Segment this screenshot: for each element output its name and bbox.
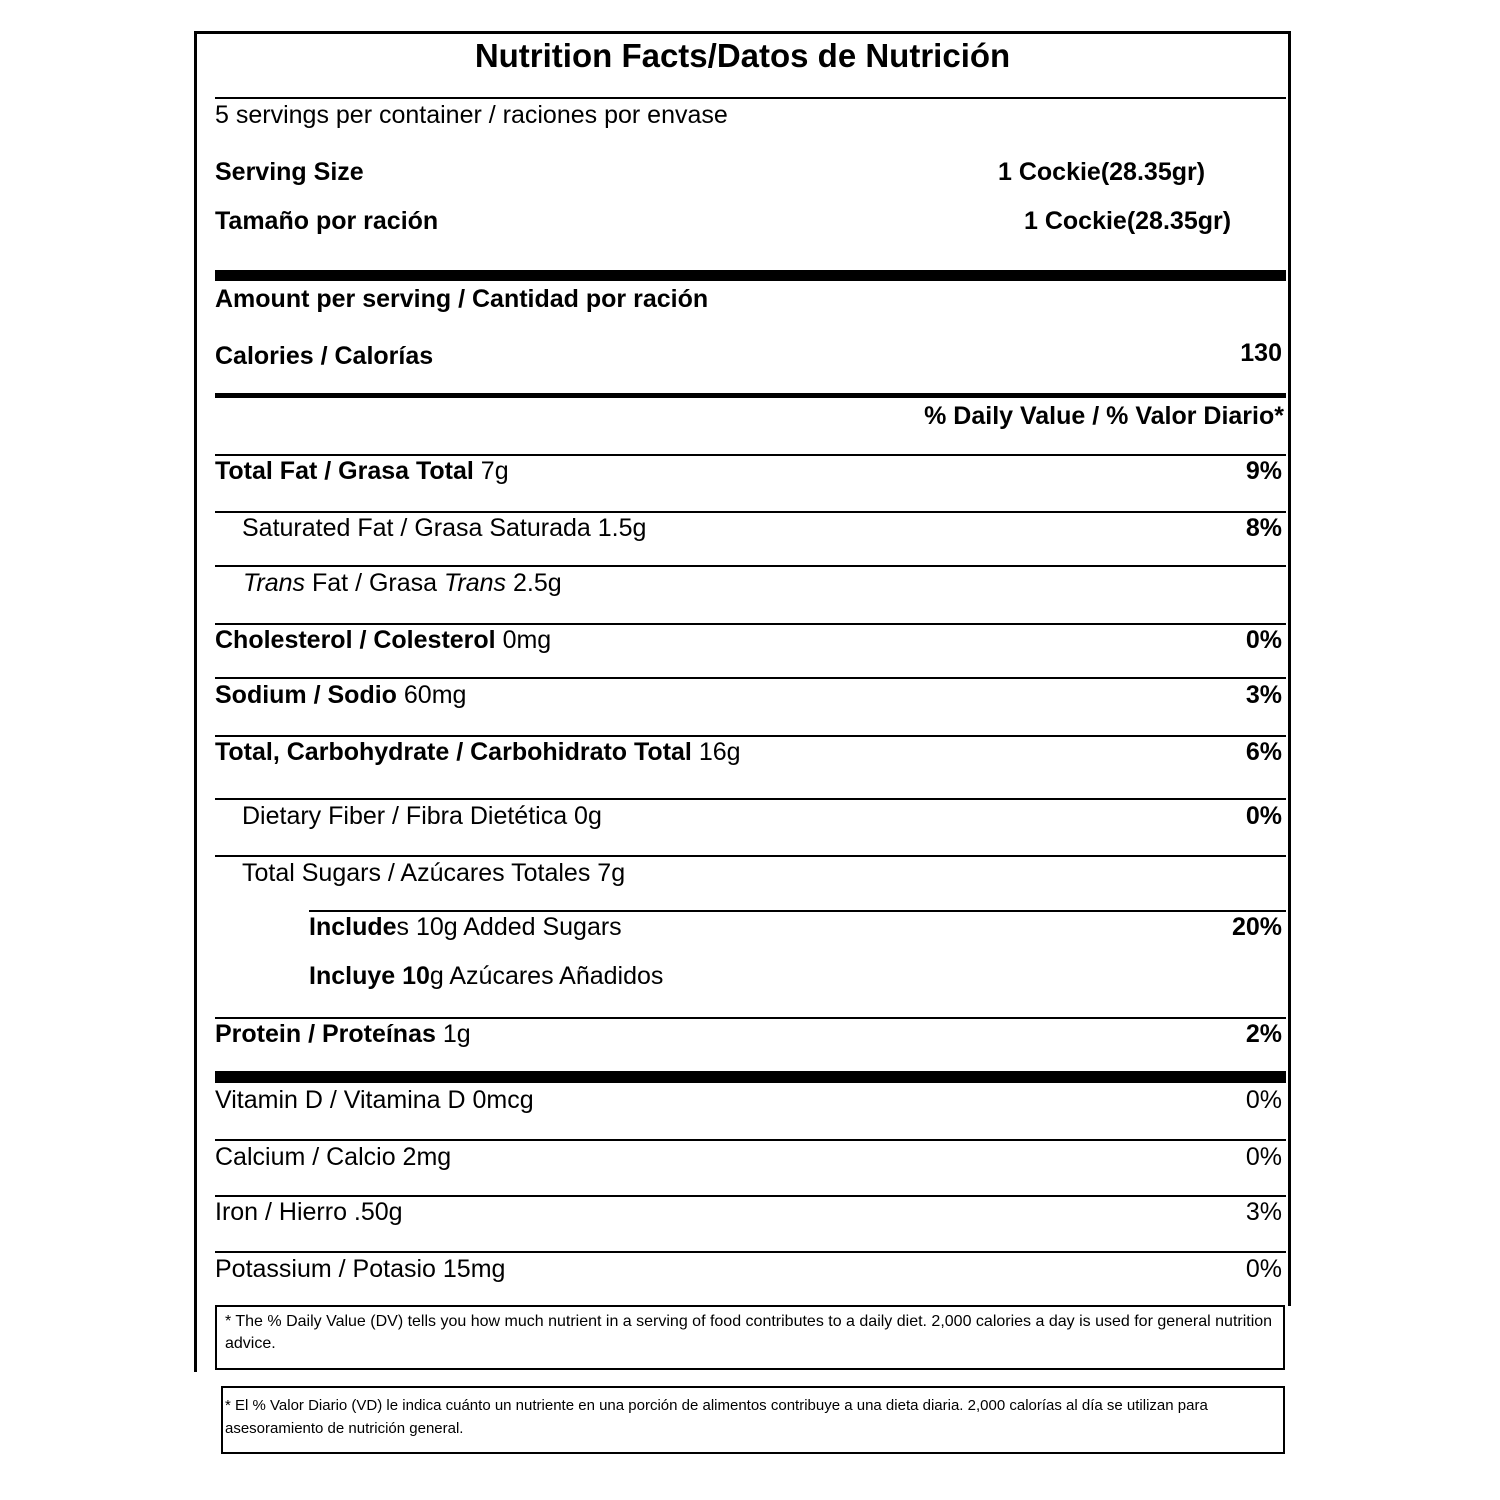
calcium-dv: 0% [1245, 1143, 1282, 1171]
total-sugars-label: Total Sugars / Azúcares Totales 7g [242, 859, 626, 887]
label-title: Nutrition Facts/Datos de Nutrición [474, 37, 1011, 74]
saturated-fat-dv: 8% [1245, 514, 1282, 542]
added-sugars-dv: 20% [1231, 913, 1282, 941]
iron-label: Iron / Hierro .50g [215, 1198, 403, 1226]
tamano-value: 1 Cockie(28.35gr) [1024, 207, 1232, 235]
divider [215, 677, 1286, 679]
trans-fat-text: Fat / Grasa [305, 569, 444, 597]
cholesterol-label: Cholesterol / Colesterol [215, 626, 496, 654]
frame-right-border [1288, 31, 1291, 1306]
potassium-dv: 0% [1245, 1255, 1282, 1283]
divider [215, 1251, 1286, 1253]
tamano-label: Tamaño por ración [215, 207, 439, 235]
thick-divider [215, 1071, 1286, 1083]
trans-word: Trans [243, 569, 306, 597]
trans-fat-amount: 2.5g [506, 569, 562, 597]
includes-bold: Include [309, 913, 397, 941]
vitamin-d-label: Vitamin D / Vitamina D 0mcg [215, 1086, 534, 1114]
added-sugars-en-text: s 10g Added Sugars [396, 913, 622, 941]
footnote-spanish-box [221, 1386, 1285, 1454]
divider [215, 565, 1286, 567]
added-sugars-es-row [309, 961, 663, 991]
sodium-dv: 3% [1245, 681, 1282, 709]
divider [215, 1139, 1286, 1141]
frame-top-border [194, 31, 1291, 34]
incluye-bold: Incluye 10 [309, 962, 430, 990]
serving-size-value: 1 Cockie(28.35gr) [998, 158, 1206, 186]
serving-size-label: Serving Size [215, 158, 364, 186]
total-fat-label: Total Fat / Grasa Total [215, 457, 474, 485]
sodium-row [215, 680, 466, 710]
servings-per-container: 5 servings per container / raciones por envase [215, 101, 728, 129]
amount-per-serving: Amount per serving / Cantidad por ración [215, 285, 709, 313]
potassium-label: Potassium / Potasio 15mg [215, 1255, 506, 1283]
footnote-english-box [215, 1305, 1285, 1370]
protein-row [215, 1019, 471, 1049]
total-fat-amount: 7g [473, 457, 509, 485]
protein-label: Protein / Proteínas [215, 1020, 436, 1048]
added-sugars-es-text: g Azúcares Añadidos [429, 962, 664, 990]
divider [215, 798, 1286, 800]
medium-divider [215, 393, 1286, 398]
calcium-label: Calcium / Calcio 2mg [215, 1143, 452, 1171]
fiber-dv: 0% [1245, 802, 1282, 830]
trans-word-es: Trans [444, 569, 507, 597]
carbohydrate-label: Total, Carbohydrate / Carbohidrato Total [215, 738, 692, 766]
sodium-label: Sodium / Sodio [215, 681, 397, 709]
total-fat-dv: 9% [1245, 457, 1282, 485]
total-fat-row [215, 456, 509, 486]
sodium-amount: 60mg [396, 681, 467, 709]
cholesterol-dv: 0% [1245, 626, 1282, 654]
cholesterol-amount: 0mg [495, 626, 552, 654]
calories-label: Calories / Calorías [215, 342, 434, 370]
carbohydrate-dv: 6% [1245, 738, 1282, 766]
cholesterol-row [215, 625, 551, 655]
divider [215, 855, 1286, 857]
calories-value: 130 [1240, 339, 1282, 367]
trans-fat-row [243, 568, 562, 598]
thick-divider [215, 270, 1286, 281]
fiber-label: Dietary Fiber / Fibra Dietética 0g [242, 802, 602, 830]
footnote-english: * The % Daily Value (DV) tells you how much nutrient in a serving of food contributes to a daily diet. 2,000 calories a day is used for general nutrition advice. [225, 1313, 1273, 1352]
added-sugars-en-row [309, 912, 622, 942]
iron-dv: 3% [1245, 1198, 1282, 1226]
protein-amount: 1g [435, 1020, 471, 1048]
daily-value-header: % Daily Value / % Valor Diario* [924, 402, 1284, 430]
protein-dv: 2% [1245, 1020, 1282, 1048]
carbohydrate-row [215, 737, 741, 767]
saturated-fat-label: Saturated Fat / Grasa Saturada 1.5g [242, 514, 647, 542]
divider [215, 97, 1286, 99]
footnote-spanish: * El % Valor Diario (VD) le indica cuánto un nutriente en una porción de alimentos contribuye a una dieta diaria. 2,000 calorías al día se utilizan para asesoramiento de nutrición general. [225, 1397, 1208, 1437]
carbohydrate-amount: 16g [691, 738, 741, 766]
vitamin-d-dv: 0% [1245, 1086, 1282, 1114]
frame-left-border [194, 31, 197, 1372]
